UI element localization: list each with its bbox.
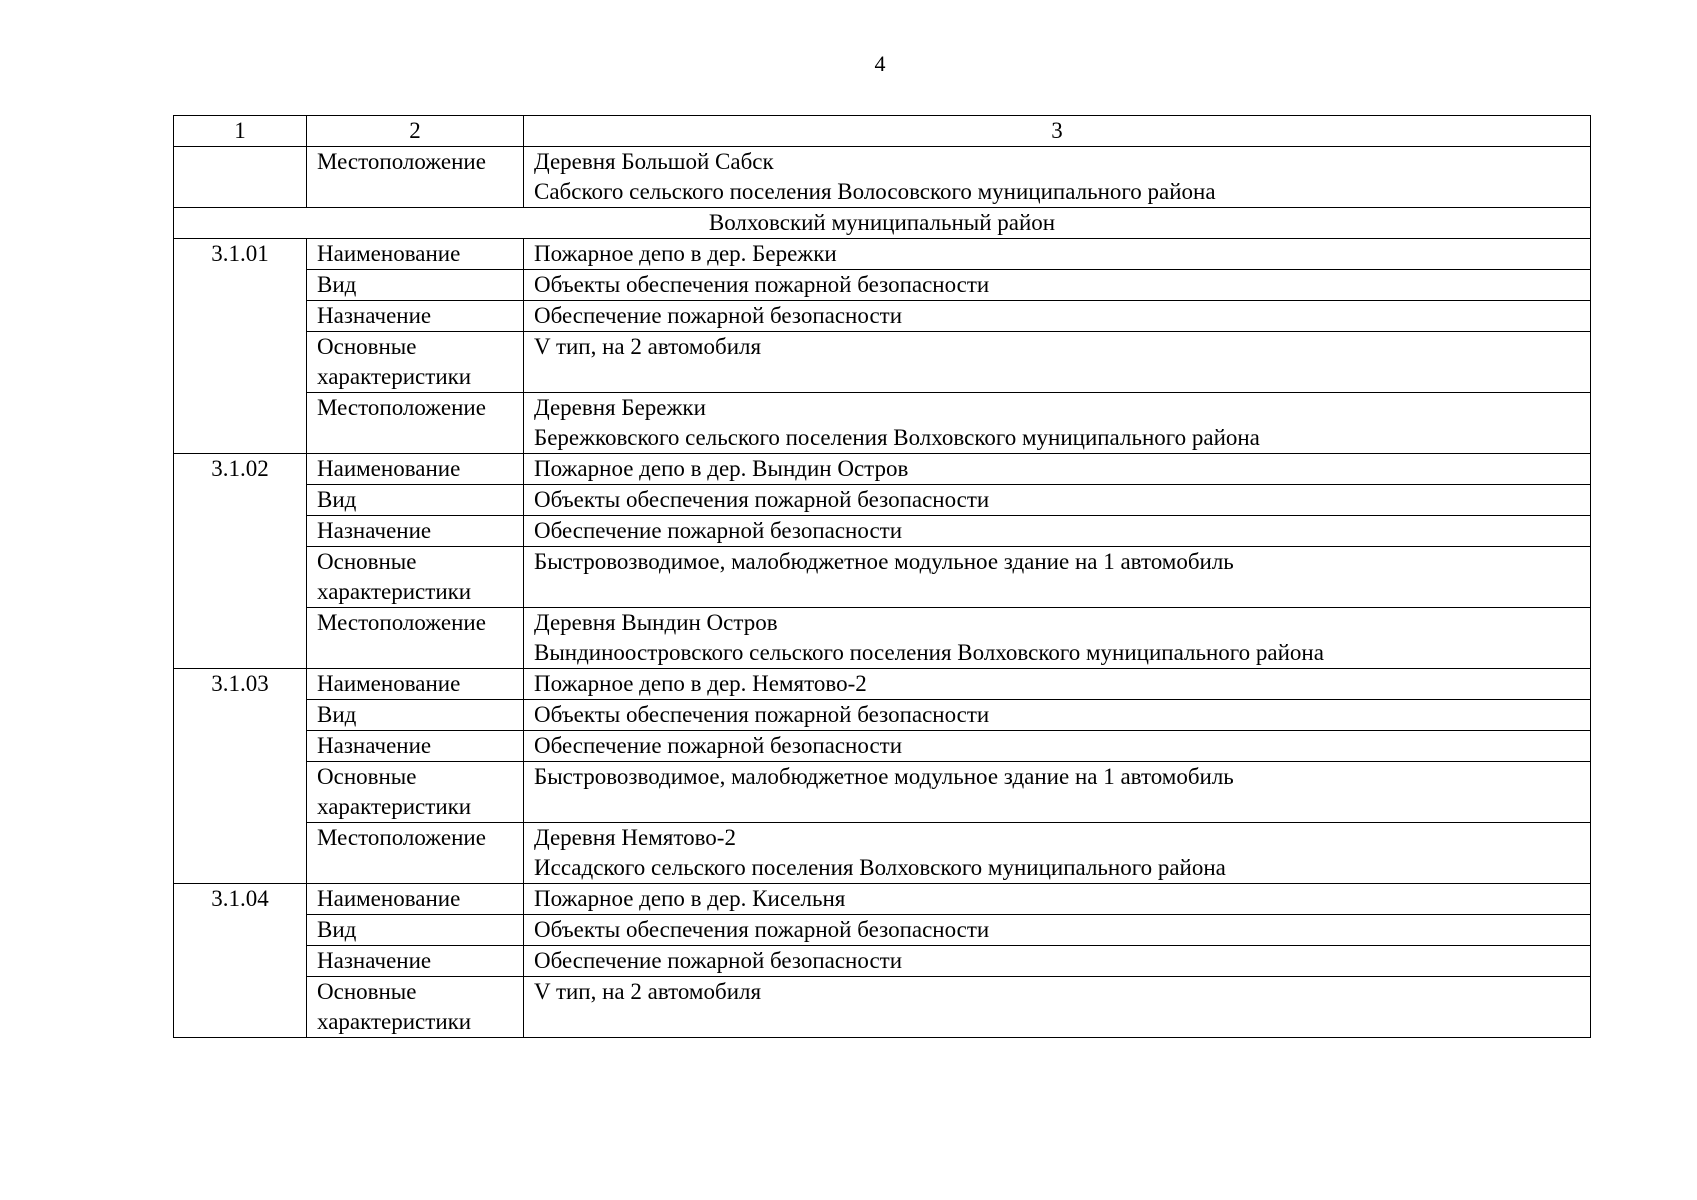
table-row xyxy=(174,762,1591,823)
label-line: характеристики xyxy=(317,364,472,389)
attribute-label xyxy=(307,332,524,393)
attribute-value: V тип, на 2 автомобиля xyxy=(524,332,1591,393)
attribute-value: Объекты обеспечения пожарной безопасности xyxy=(524,270,1591,301)
attribute-label: Назначение xyxy=(307,946,524,977)
table-row xyxy=(174,915,1591,946)
attribute-label: Вид xyxy=(307,915,524,946)
attribute-value: Пожарное депо в дер. Бережки xyxy=(524,239,1591,270)
attribute-label: Вид xyxy=(307,270,524,301)
location-line: Сабского сельского поселения Волосовского муниципального района xyxy=(534,179,1216,204)
attribute-value: Объекты обеспечения пожарной безопасности xyxy=(524,485,1591,516)
table-row xyxy=(174,270,1591,301)
table-row xyxy=(174,454,1591,485)
attribute-label: Наименование xyxy=(307,454,524,485)
table-row xyxy=(174,516,1591,547)
attribute-label: Местоположение xyxy=(307,393,524,454)
column-number-3: 3 xyxy=(524,116,1591,147)
attribute-label: Местоположение xyxy=(307,147,524,208)
label-line: характеристики xyxy=(317,579,472,604)
label-line: характеристики xyxy=(317,1009,472,1034)
attribute-value: Обеспечение пожарной безопасности xyxy=(524,731,1591,762)
column-number-1: 1 xyxy=(174,116,307,147)
attribute-label xyxy=(307,762,524,823)
page-number: 4 xyxy=(874,51,886,76)
attribute-value: Объекты обеспечения пожарной безопасности xyxy=(524,700,1591,731)
table-row xyxy=(174,147,1591,208)
attribute-value: Пожарное депо в дер. Вындин Остров xyxy=(524,454,1591,485)
object-number xyxy=(174,147,307,208)
table-row xyxy=(174,485,1591,516)
attribute-label: Местоположение xyxy=(307,823,524,884)
location-line: Иссадского сельского поселения Волховского муниципального района xyxy=(534,855,1226,880)
attribute-value: V тип, на 2 автомобиля xyxy=(524,977,1591,1038)
location-line: Вындиноостровского сельского поселения Волховского муниципального района xyxy=(534,640,1324,665)
table-row xyxy=(174,669,1591,700)
attribute-value: Пожарное депо в дер. Кисельня xyxy=(524,884,1591,915)
attribute-value xyxy=(524,608,1591,669)
table-row xyxy=(174,608,1591,669)
table-row xyxy=(174,332,1591,393)
table-row xyxy=(174,823,1591,884)
attribute-value: Быстровозводимое, малобюджетное модульное здание на 1 автомобиль xyxy=(524,547,1591,608)
attribute-label: Назначение xyxy=(307,731,524,762)
objects-table xyxy=(173,115,1591,1038)
label-line: характеристики xyxy=(317,794,472,819)
attribute-value xyxy=(524,147,1591,208)
label-line: Основные xyxy=(317,979,417,1004)
district-header: Волховский муниципальный район xyxy=(174,208,1591,239)
table-row xyxy=(174,977,1591,1038)
table-row xyxy=(174,547,1591,608)
table-row xyxy=(174,884,1591,915)
attribute-label xyxy=(307,977,524,1038)
object-number: 3.1.02 xyxy=(174,454,307,669)
column-number-row xyxy=(174,116,1591,147)
location-line: Деревня Вындин Остров xyxy=(534,610,778,635)
object-number: 3.1.01 xyxy=(174,239,307,454)
label-line: Основные xyxy=(317,549,417,574)
attribute-value: Обеспечение пожарной безопасности xyxy=(524,946,1591,977)
attribute-label: Вид xyxy=(307,700,524,731)
column-number-2: 2 xyxy=(307,116,524,147)
location-line: Деревня Бережки xyxy=(534,395,706,420)
attribute-value xyxy=(524,823,1591,884)
attribute-label: Назначение xyxy=(307,516,524,547)
object-number: 3.1.04 xyxy=(174,884,307,1038)
attribute-label xyxy=(307,547,524,608)
attribute-value: Пожарное депо в дер. Немятово-2 xyxy=(524,669,1591,700)
table-row xyxy=(174,700,1591,731)
attribute-label: Наименование xyxy=(307,239,524,270)
location-line: Бережковского сельского поселения Волховского муниципального района xyxy=(534,425,1260,450)
attribute-label: Наименование xyxy=(307,669,524,700)
table-row xyxy=(174,731,1591,762)
table-row xyxy=(174,946,1591,977)
location-line: Деревня Немятово-2 xyxy=(534,825,736,850)
attribute-value: Обеспечение пожарной безопасности xyxy=(524,516,1591,547)
label-line: Основные xyxy=(317,764,417,789)
table-row xyxy=(174,301,1591,332)
attribute-value xyxy=(524,393,1591,454)
attribute-value: Быстровозводимое, малобюджетное модульное здание на 1 автомобиль xyxy=(524,762,1591,823)
attribute-label: Назначение xyxy=(307,301,524,332)
table-row xyxy=(174,393,1591,454)
table-row xyxy=(174,239,1591,270)
attribute-label: Наименование xyxy=(307,884,524,915)
location-line: Деревня Большой Сабск xyxy=(534,149,774,174)
attribute-label: Вид xyxy=(307,485,524,516)
district-row xyxy=(174,208,1591,239)
attribute-value: Объекты обеспечения пожарной безопасности xyxy=(524,915,1591,946)
attribute-label: Местоположение xyxy=(307,608,524,669)
attribute-value: Обеспечение пожарной безопасности xyxy=(524,301,1591,332)
object-number: 3.1.03 xyxy=(174,669,307,884)
label-line: Основные xyxy=(317,334,417,359)
